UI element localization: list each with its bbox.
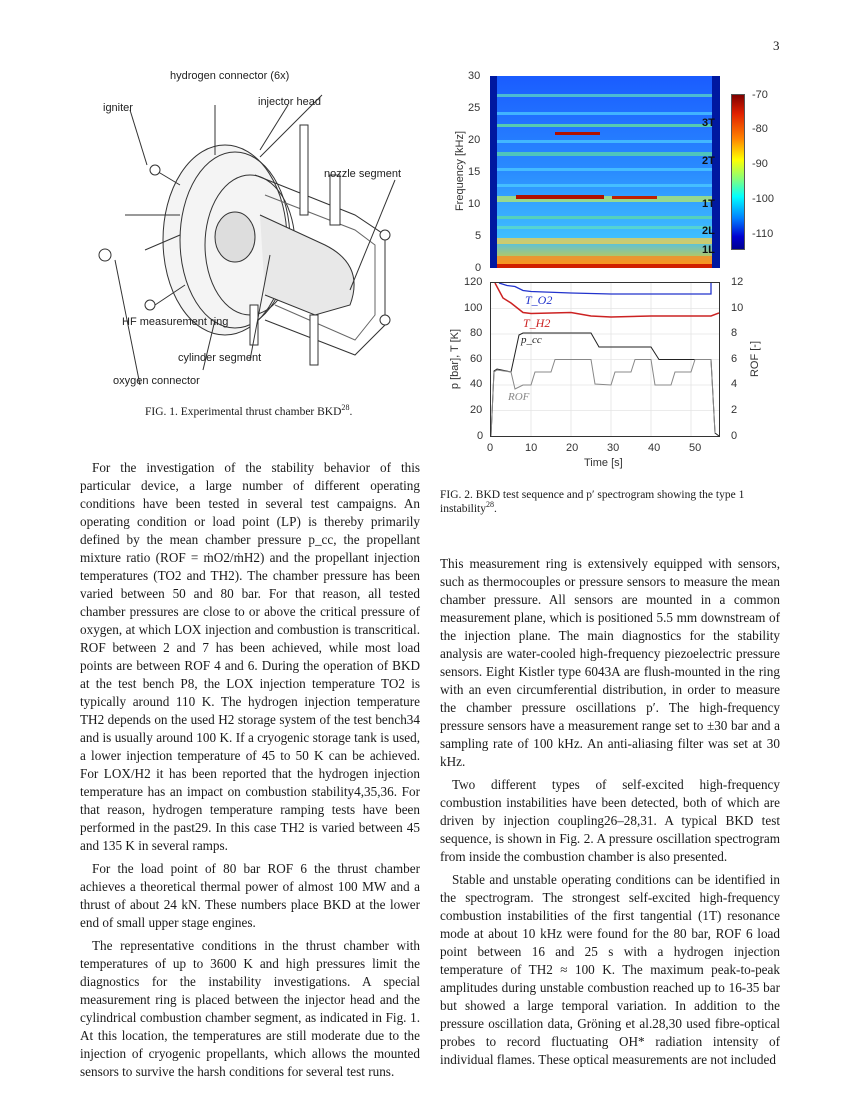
colorbar-tick: -80	[752, 123, 768, 135]
spectrogram-plot	[490, 76, 720, 268]
paragraph: This measurement ring is extensively equipped with sensors, such as thermocouples or pressure sensors to measure the mean chamber pressure. All sensors are mounted in a common measurement plane, which is positioned 5.5 mm downstream of the injection plane. The main diagnostics for the stability analysis are water-cooled high-frequency piezoelectric pressure sensors. Eight Kistler type 6043A are flush-mounted in the ring with an even circumferential distribution, in order to measure the chamber pressure oscillations p′. The high-frequency pressure sensors have a measurement range set to ±30 bar and a sampling rate of 100 kHz. An anti-aliasing filter was set at 30 kHz.	[440, 556, 780, 769]
mode-label-1t: 1T	[702, 198, 715, 210]
ts-ytick-left: 40	[470, 378, 483, 390]
spec-ytick: 25	[468, 102, 481, 114]
spec-ytick: 5	[475, 230, 482, 242]
caption-text: FIG. 1. Experimental thrust chamber BKD	[145, 406, 342, 418]
mode-label-3t: 3T	[702, 117, 715, 129]
figure-2-caption: FIG. 2. BKD test sequence and p′ spectrogram showing the type 1 instability$^{28}$.	[440, 489, 745, 515]
ts-ytick-left: 120	[464, 276, 483, 288]
label-oxygen-connector: oxygen connector	[113, 375, 200, 387]
caption-text: FIG. 2. BKD test sequence and p′ spectrogram showing the type 1 instability	[440, 489, 745, 515]
ts-ylabel-right: ROF [-]	[749, 340, 761, 378]
ts-ytick-right: 0	[731, 430, 738, 442]
ts-ytick-right: 10	[731, 302, 744, 314]
ts-xtick: 10	[525, 442, 538, 454]
ts-xtick: 30	[607, 442, 620, 454]
mode-label-2t: 2T	[702, 155, 715, 167]
colorbar-tick: -110	[752, 228, 774, 240]
right-text-column	[440, 555, 780, 1074]
ts-ytick-left: 0	[477, 430, 484, 442]
figure-1-thrust-chamber-drawing	[85, 65, 415, 395]
label-injector-head: injector head	[258, 96, 321, 108]
thrust-chamber-illustration	[85, 65, 415, 395]
colorbar	[731, 94, 745, 250]
label-igniter: igniter	[103, 102, 133, 114]
figure-1-caption: FIG. 1. Experimental thrust chamber BKD$^{28}$.	[145, 403, 353, 418]
spec-ytick: 0	[475, 262, 482, 274]
caption-ref: 28	[341, 403, 350, 413]
paragraph: For the investigation of the stability behavior of this particular device, a large number of different operating conditions have been tested in several test campaigns. An operating condition or load point (LP) is thereby primarily defined by the mean chamber pressure p_cc, the propellant mixture ratio (ROF = ṁO2/ṁH2) and the propellant injection temperatures (TO2 and TH2). The chamber pressure has been varied between 50 and 80 bar. For that reason, all tested chamber pressures are close to or above the critical pressure of oxygen, at which LOX injection and combustion is transcritical. ROF between 2 and 7 has been achieved, while most load points are between ROF 4 and 6. During the operation of BKD at the test bench P8, the LOX injection temperature TO2 is typically around 110 K. The hydrogen injection temperature TH2 depends on the used H2 storage system of the test bench34 and is usually around 100 K. If a cryogenic storage tank is used, a lower injection temperature of 45 to 50 K can be achieved. For LOX/H2 it has been reported that the hydrogen injection temperature has an impact on combustion stability4,35,36. For that reason, hydrogen temperature ramping tests have been performed in the past29. In this case TH2 is varied between 45 and 135 K in several ramps.	[80, 460, 420, 853]
mode-label-1l: 1L	[702, 244, 715, 256]
caption-ref: 28	[486, 500, 495, 510]
ts-xtick: 0	[487, 442, 494, 454]
ts-xtick: 50	[689, 442, 702, 454]
mode-label-2l: 2L	[702, 225, 715, 237]
series-label-pcc: p_cc	[521, 334, 542, 346]
label-hydrogen-connector: hydrogen connector (6x)	[170, 70, 290, 82]
spec-ytick: 15	[468, 166, 481, 178]
spec-ytick: 10	[468, 198, 481, 210]
series-label-rof: ROF	[508, 391, 530, 403]
series-label-to2: T_O2	[525, 293, 553, 307]
ts-xtick: 40	[648, 442, 661, 454]
ts-ylabel-left: p [bar], T [K]	[449, 328, 461, 390]
label-nozzle-segment: nozzle segment	[324, 168, 402, 180]
label-cylinder-segment: cylinder segment	[178, 352, 262, 364]
spec-ylabel: Frequency [kHz]	[454, 130, 466, 212]
colorbar-tick: -70	[752, 89, 768, 101]
ts-ytick-right: 2	[731, 404, 738, 416]
ts-ytick-right: 6	[731, 353, 738, 365]
left-text-column	[80, 459, 420, 1086]
ts-xlabel: Time [s]	[584, 457, 623, 469]
paragraph: For the load point of 80 bar ROF 6 the thrust chamber achieves a theoretical thermal power of almost 100 MW and a thrust of about 24 kN. These numbers place BKD at the lower end of small upper stage engines.	[80, 861, 420, 930]
ts-ytick-left: 60	[470, 353, 483, 365]
spec-ytick: 20	[468, 134, 481, 146]
ts-ytick-left: 100	[464, 302, 483, 314]
paragraph: The representative conditions in the thrust chamber with temperatures of up to 3600 K and high pressures limit the diagnostics for the instability investigations. A special measurement ring is placed between the injector head and the cylindrical combustion chamber segment, as indicated in Fig. 1. At this location, the temperatures are still moderate due to the injection of cryogenic propellants, which allows the mounted sensors to survive the harsh conditions for several test runs.	[80, 938, 420, 1079]
colorbar-tick: -90	[752, 158, 768, 170]
spec-ytick: 30	[468, 70, 481, 82]
paragraph: Two different types of self-excited high-frequency combustion instabilities have been detected, both of which are driven by injection coupling26–28,31. A typical BKD test sequence, is shown in Fig. 2. A pressure oscillation spectrogram from inside the combustion chamber is also presented.	[440, 777, 780, 864]
paragraph: Stable and unstable operating conditions can be identified in the spectrogram. The strongest self-excited high-frequency combustion instabilities of the first tangential (1T) resonance mode at about 10 kHz were found for the 80 bar, ROF 6 load point between 16 and 25 s with a hydrogen injection temperature of TH2 ≈ 100 K. The maximum peak-to-peak amplitudes during unstable combustion reached up to 16-35 bar but showed a large temporal variation. In addition to the pressure oscillation data, Gröning et al.28,30 used fibre-optical probes to record fluctuating OH* radiation intensity of individual flames. These optical measurements are not included	[440, 872, 780, 1067]
ts-ytick-left: 20	[470, 404, 483, 416]
series-label-th2: T_H2	[523, 316, 551, 330]
ts-ytick-left: 80	[470, 327, 483, 339]
colorbar-tick: -100	[752, 193, 775, 205]
ts-ytick-right: 12	[731, 276, 744, 288]
ts-xtick: 20	[566, 442, 579, 454]
label-hf-measurement-ring: HF measurement ring	[122, 316, 229, 328]
ts-ytick-right: 8	[731, 327, 738, 339]
ts-ytick-right: 4	[731, 378, 738, 390]
page-number: 3	[773, 38, 780, 53]
